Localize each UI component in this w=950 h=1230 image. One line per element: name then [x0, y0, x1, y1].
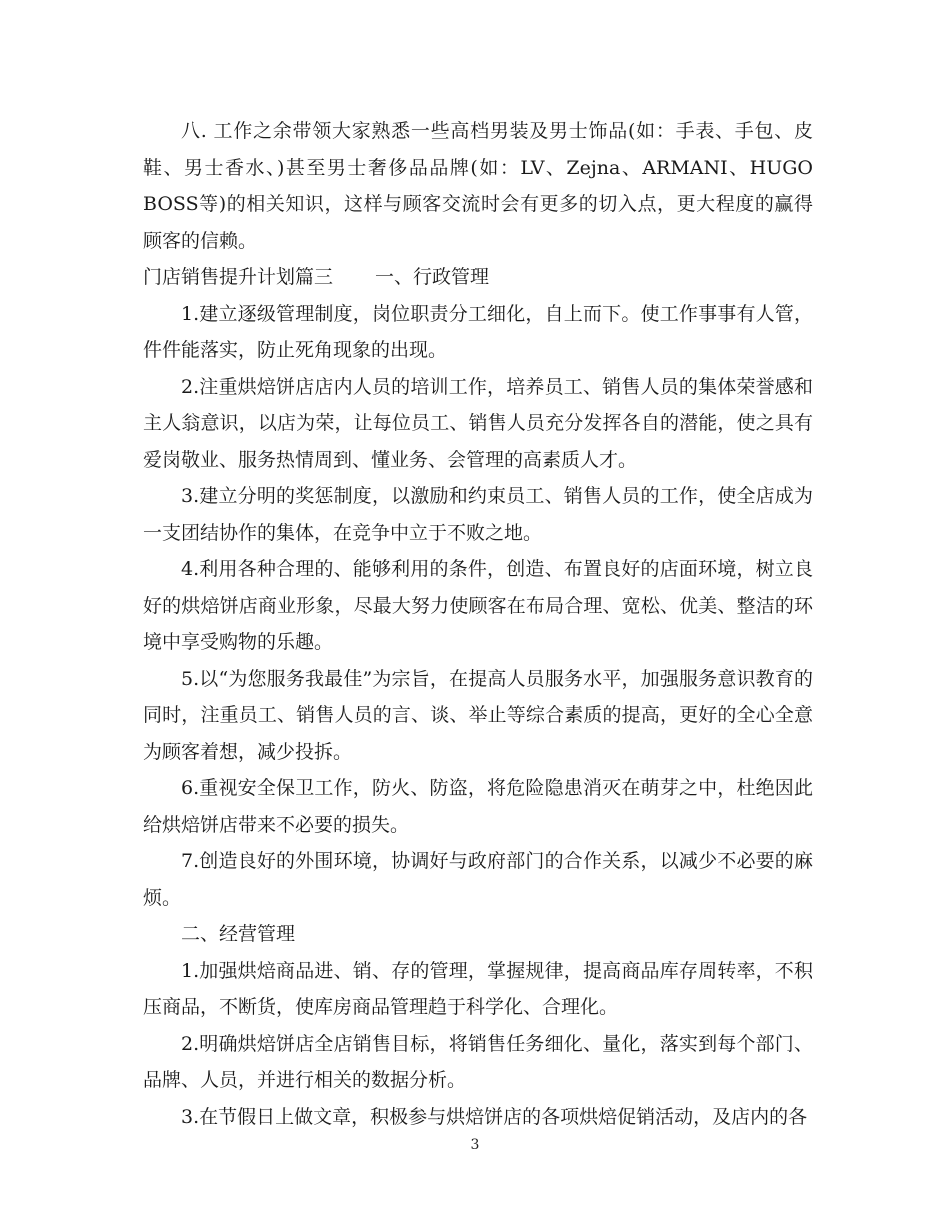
admin-item-6: 6.重视安全保卫工作，防火、防盗，将危险隐患消灭在萌芽之中，杜绝因此给烘焙饼店带来不必要的损失。: [143, 777, 813, 836]
ops-item-1: 1.加强烘焙商品进、销、存的管理，掌握规律，提高商品库存周转率，不积压商品，不断货，使库房商品管理趋于科学化、合理化。: [143, 959, 813, 1018]
ops-heading: 二、经营管理: [181, 923, 296, 945]
admin-item-2: 2.注重烘焙饼店店内人员的培训工作，培养员工、销售人员的集体荣誉感和主人翁意识，以店为荣，让每位员工、销售人员充分发挥各自的潜能，使之具有爱岗敬业、服务热情周到、懂业务、会管理的高素质人才。: [143, 375, 813, 471]
admin-item-1: 1.建立逐级管理制度，岗位职责分工细化，自上而下。使工作事事有人管，件件能落实，防止死角现象的出现。: [143, 302, 813, 361]
page-number: 3: [470, 1137, 480, 1153]
admin-item-3: 3.建立分明的奖惩制度，以激励和约束员工、销售人员的工作，使全店成为一支团结协作的集体，在竞争中立于不败之地。: [143, 485, 813, 544]
admin-item-4: 4.利用各种合理的、能够利用的条件，创造、布置良好的店面环境，树立良好的烘焙饼店商业形象，尽最大努力使顾客在布局合理、宽松、优美、整洁的环境中享受购物的乐趣。: [143, 558, 813, 653]
admin-heading: 一、行政管理: [375, 266, 490, 288]
section-heading-row: [143, 259, 813, 296]
intro-paragraph: 八. 工作之余带领大家熟悉一些高档男装及男士饰品(如：手表、手包、皮鞋、男士香水、)甚至男士奢侈品品牌(如：LV、Zejna、ARMANI、HUGO BOSS等)的相关知识，这样与顾客交流时会有更多的切入点，更大程度的赢得顾客的信赖。: [143, 120, 813, 252]
ops-item-2: 2.明确烘焙饼店全店销售目标，将销售任务细化、量化，落实到每个部门、品牌、人员，并进行相关的数据分析。: [143, 1032, 813, 1091]
admin-item-7: 7.创造良好的外围环境，协调好与政府部门的合作关系，以减少不必要的麻烦。: [143, 850, 813, 909]
admin-item-5: 5.以“为您服务我最佳”为宗旨，在提高人员服务水平，加强服务意识教育的同时，注重员工、销售人员的言、谈、举止等综合素质的提高，更好的全心全意为顾客着想，减少投拆。: [143, 667, 813, 763]
ops-item-3: 3.在节假日上做文章，积极参与烘焙饼店的各项烘焙促销活动，及店内的各: [181, 1105, 808, 1128]
section-title: 门店销售提升计划篇三: [143, 266, 334, 288]
document-body: [143, 113, 813, 1135]
